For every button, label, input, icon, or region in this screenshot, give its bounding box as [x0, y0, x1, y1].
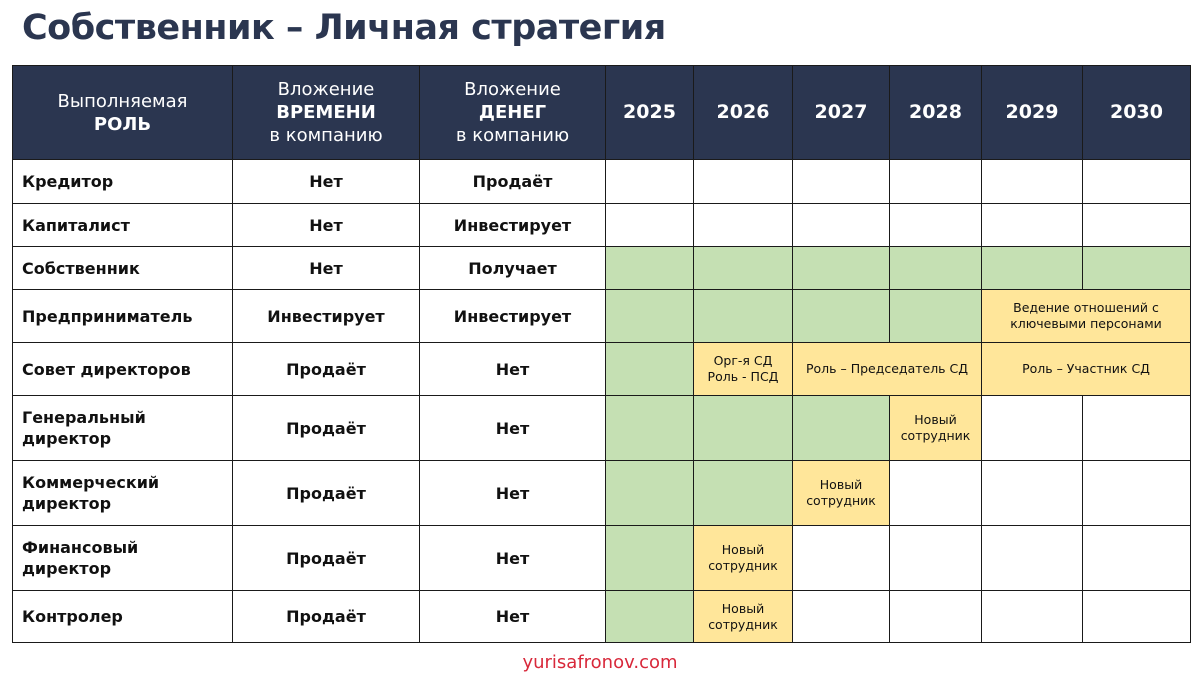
page-title: Собственник – Личная стратегия	[22, 8, 666, 48]
timeline-cell-green	[606, 247, 694, 290]
table-row	[13, 526, 1191, 591]
timeline-cell-yellow: Роль – Председатель СД	[793, 343, 982, 396]
timeline-cell-empty	[793, 526, 890, 591]
timeline-cell-empty	[694, 160, 793, 204]
header-time: Вложение ВРЕМЕНИ в компанию	[233, 66, 420, 160]
timeline-cell-yellow: Новый сотрудник	[694, 591, 793, 643]
timeline-cell-empty	[793, 204, 890, 247]
role-cell: Коммерческий директор	[13, 461, 233, 526]
timeline-cell-green	[1083, 247, 1191, 290]
timeline-cell-empty	[1083, 204, 1191, 247]
timeline-cell-empty	[982, 204, 1083, 247]
timeline-cell-yellow: Орг-я СД Роль - ПСД	[694, 343, 793, 396]
timeline-cell-green	[606, 526, 694, 591]
header-year-2028: 2028	[890, 66, 982, 160]
header-year-2030: 2030	[1083, 66, 1191, 160]
money-cell: Инвестирует	[420, 290, 606, 343]
time-cell: Нет	[233, 247, 420, 290]
header-year-2026: 2026	[694, 66, 793, 160]
table-row	[13, 343, 1191, 396]
timeline-cell-yellow: Новый сотрудник	[890, 396, 982, 461]
timeline-cell-green	[606, 343, 694, 396]
money-cell: Получает	[420, 247, 606, 290]
header-year-2025: 2025	[606, 66, 694, 160]
role-cell: Кредитор	[13, 160, 233, 204]
table-row	[13, 396, 1191, 461]
time-cell: Нет	[233, 204, 420, 247]
timeline-cell-empty	[890, 526, 982, 591]
header-role: Выполняемая РОЛЬ	[13, 66, 233, 160]
timeline-cell-empty	[1083, 591, 1191, 643]
timeline-cell-empty	[890, 204, 982, 247]
timeline-cell-green	[694, 461, 793, 526]
money-cell: Нет	[420, 396, 606, 461]
timeline-cell-green	[606, 396, 694, 461]
time-cell: Инвестирует	[233, 290, 420, 343]
money-cell: Нет	[420, 343, 606, 396]
time-cell: Продаёт	[233, 396, 420, 461]
timeline-cell-empty	[694, 204, 793, 247]
timeline-cell-empty	[606, 160, 694, 204]
role-cell: Генеральный директор	[13, 396, 233, 461]
table-row	[13, 247, 1191, 290]
time-cell: Нет	[233, 160, 420, 204]
timeline-cell-green	[606, 461, 694, 526]
timeline-cell-empty	[1083, 461, 1191, 526]
time-cell: Продаёт	[233, 526, 420, 591]
money-cell: Нет	[420, 526, 606, 591]
timeline-cell-green	[793, 396, 890, 461]
role-cell: Капиталист	[13, 204, 233, 247]
timeline-cell-empty	[1083, 160, 1191, 204]
table-row	[13, 204, 1191, 247]
timeline-cell-yellow: Новый сотрудник	[793, 461, 890, 526]
money-cell: Продаёт	[420, 160, 606, 204]
timeline-cell-empty	[793, 160, 890, 204]
header-year-2027: 2027	[793, 66, 890, 160]
timeline-cell-yellow: Новый сотрудник	[694, 526, 793, 591]
timeline-cell-yellow: Ведение отношений с ключевыми персонами	[982, 290, 1191, 343]
header-money: Вложение ДЕНЕГ в компанию	[420, 66, 606, 160]
table-row	[13, 461, 1191, 526]
timeline-cell-green	[890, 290, 982, 343]
timeline-cell-empty	[982, 591, 1083, 643]
table-row	[13, 591, 1191, 643]
header-row	[13, 66, 1191, 160]
timeline-cell-green	[606, 591, 694, 643]
timeline-cell-empty	[982, 526, 1083, 591]
table-row	[13, 160, 1191, 204]
timeline-cell-empty	[890, 591, 982, 643]
timeline-cell-green	[982, 247, 1083, 290]
money-cell: Нет	[420, 591, 606, 643]
table-row	[13, 290, 1191, 343]
timeline-cell-empty	[793, 591, 890, 643]
timeline-cell-green	[694, 396, 793, 461]
timeline-cell-green	[694, 290, 793, 343]
role-cell: Предприниматель	[13, 290, 233, 343]
timeline-cell-green	[890, 247, 982, 290]
timeline-cell-empty	[606, 204, 694, 247]
strategy-table	[12, 65, 1191, 643]
role-cell: Совет директоров	[13, 343, 233, 396]
time-cell: Продаёт	[233, 461, 420, 526]
role-cell: Финансовый директор	[13, 526, 233, 591]
money-cell: Инвестирует	[420, 204, 606, 247]
header-year-2029: 2029	[982, 66, 1083, 160]
money-cell: Нет	[420, 461, 606, 526]
footer-link: yurisafronov.com	[522, 652, 678, 673]
role-cell: Контролер	[13, 591, 233, 643]
timeline-cell-green	[694, 247, 793, 290]
time-cell: Продаёт	[233, 591, 420, 643]
timeline-cell-empty	[890, 461, 982, 526]
timeline-cell-empty	[982, 160, 1083, 204]
role-cell: Собственник	[13, 247, 233, 290]
timeline-cell-empty	[890, 160, 982, 204]
timeline-cell-green	[793, 290, 890, 343]
timeline-cell-empty	[982, 461, 1083, 526]
timeline-cell-yellow: Роль – Участник СД	[982, 343, 1191, 396]
time-cell: Продаёт	[233, 343, 420, 396]
timeline-cell-empty	[1083, 396, 1191, 461]
timeline-cell-empty	[982, 396, 1083, 461]
timeline-cell-empty	[1083, 526, 1191, 591]
timeline-cell-green	[793, 247, 890, 290]
timeline-cell-green	[606, 290, 694, 343]
